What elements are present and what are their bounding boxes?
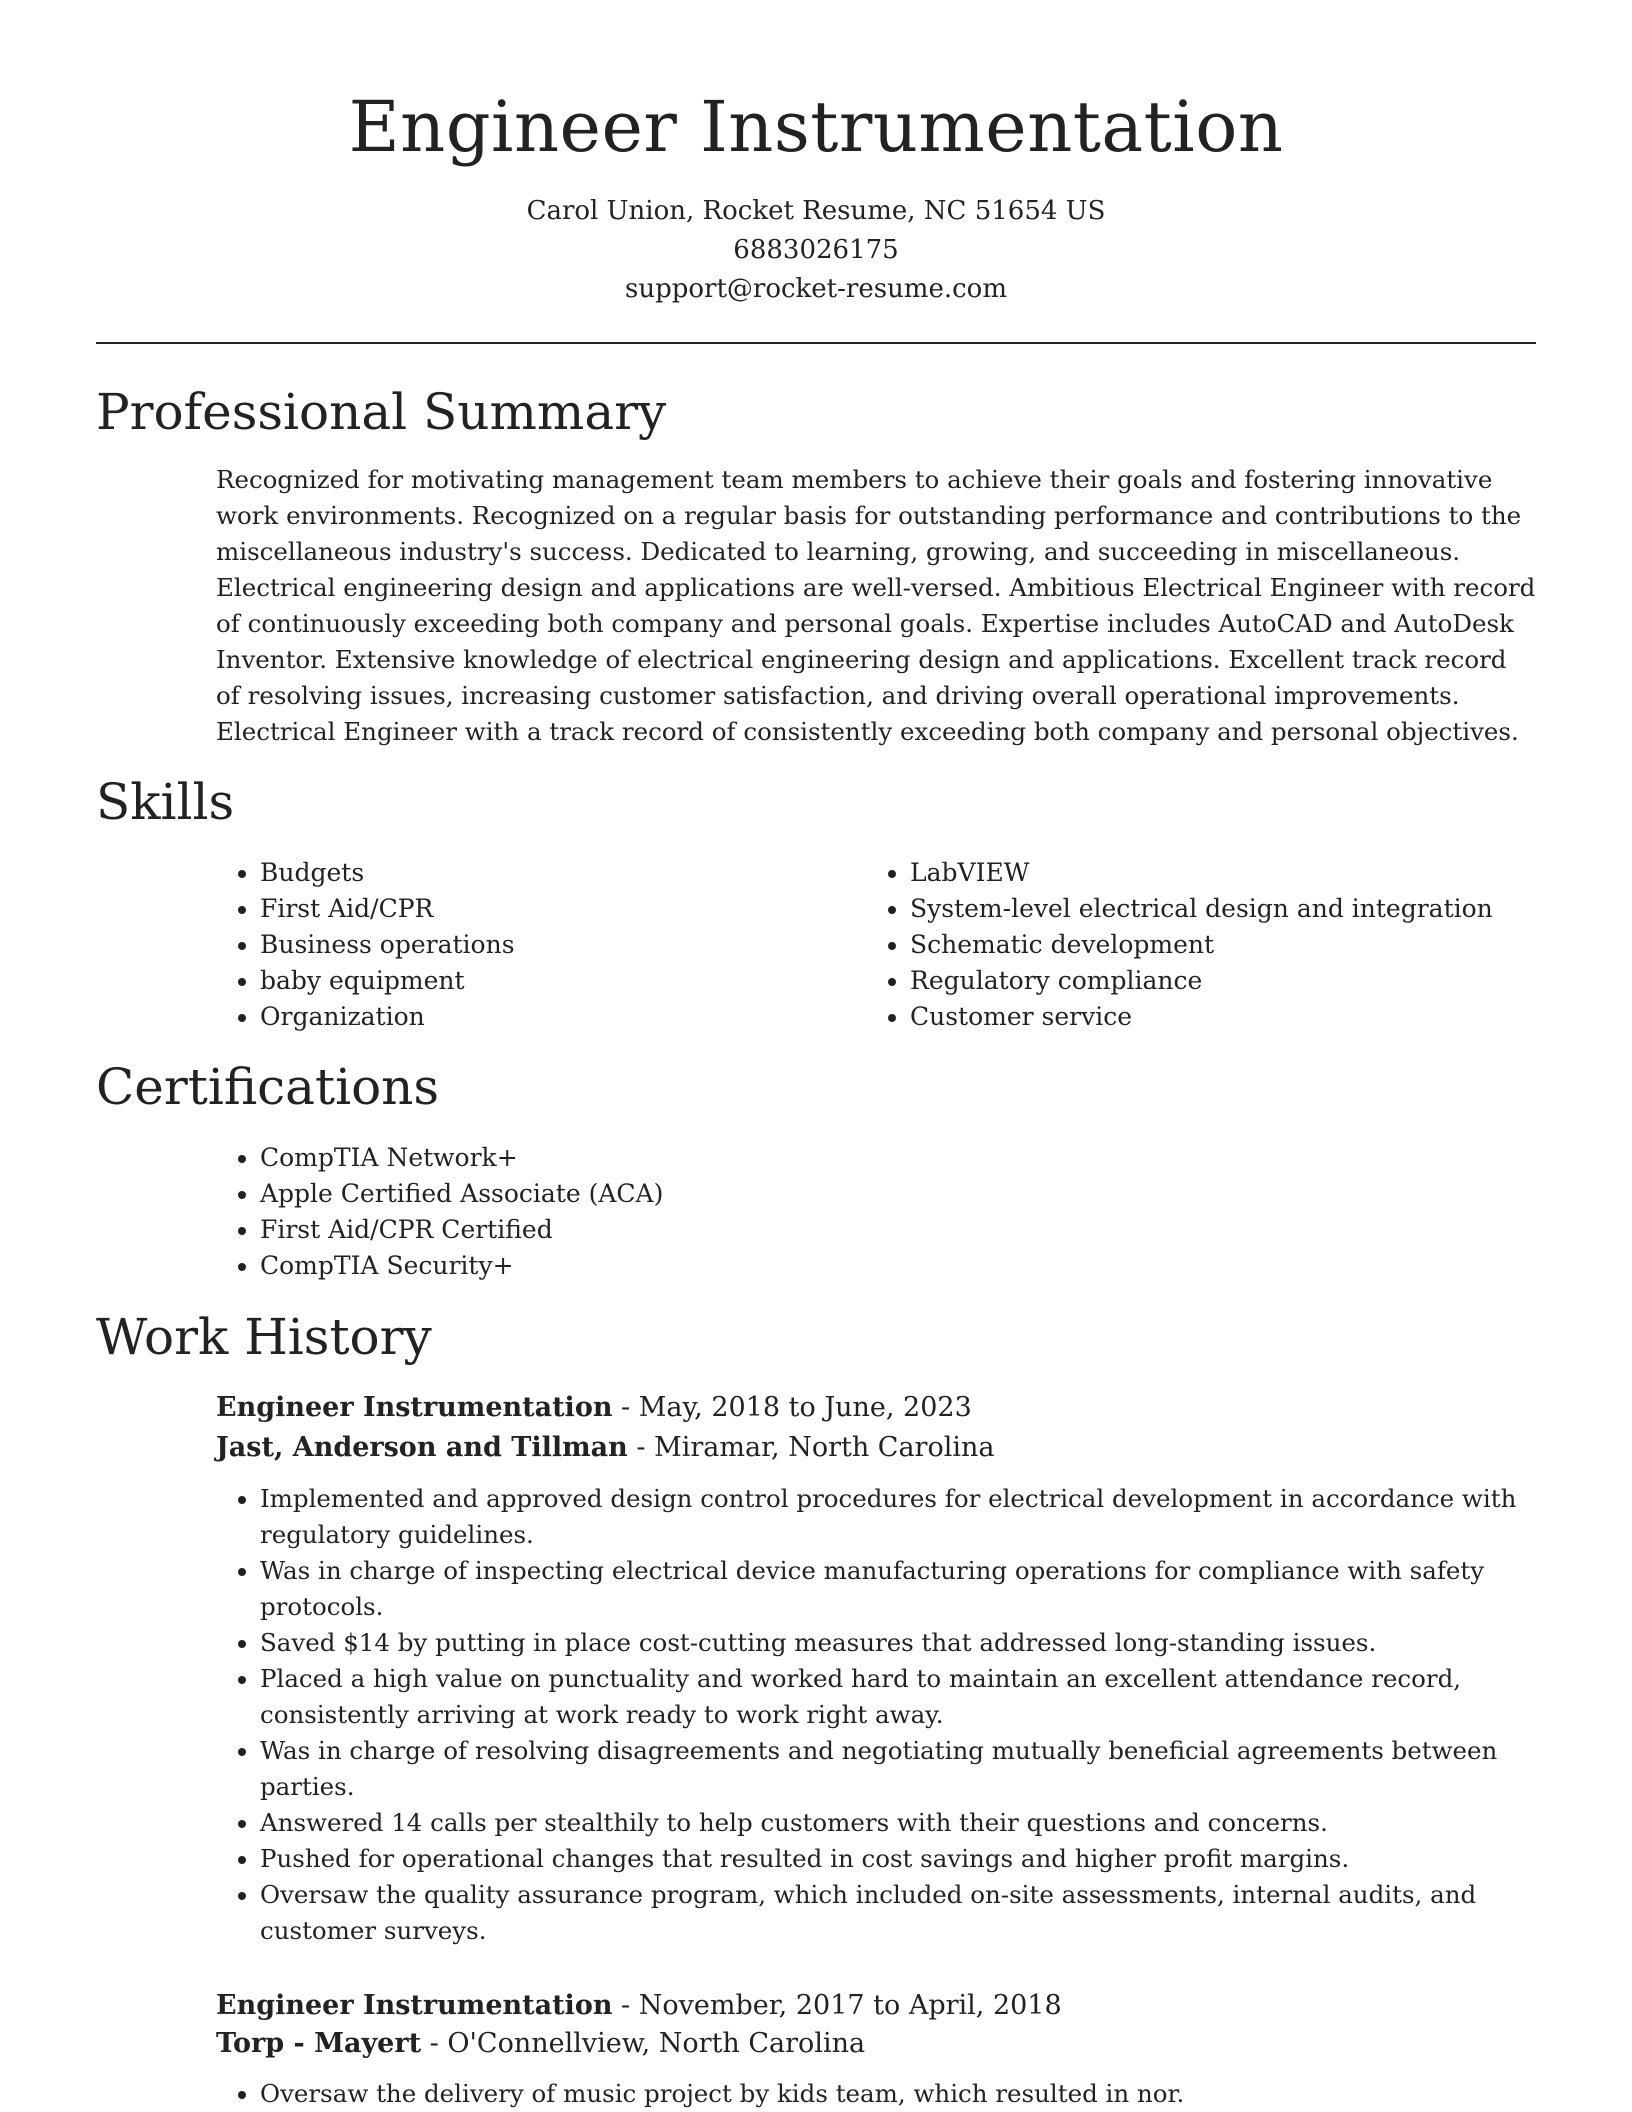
list-item: • Was in charge of inspecting electrical device manufacturing operations for compliance with safety protocols. <box>260 1553 1580 1625</box>
list-item: • Answered 14 calls per stealthily to help customers with their questions and concerns. <box>260 1805 1580 1841</box>
skills-list-left <box>216 855 515 1035</box>
certifications-heading: Certifications <box>96 1058 440 1116</box>
list-item: • Regulatory compliance <box>910 963 1493 999</box>
job-dates: - November, 2017 to April, 2018 <box>612 1990 1062 2021</box>
list-item: • First Aid/CPR Certified <box>260 1212 663 1248</box>
job-location: - O'Connellview, North Carolina <box>421 2028 866 2059</box>
list-item: • LabVIEW <box>910 855 1493 891</box>
list-item: • baby equipment <box>260 963 515 999</box>
job-title-line <box>216 1986 1062 2026</box>
list-item: • Organization <box>260 999 515 1035</box>
list-item: • First Aid/CPR <box>260 891 515 927</box>
job-title: Engineer Instrumentation <box>216 1392 613 1423</box>
list-item: • Apple Certified Associate (ACA) <box>260 1176 663 1212</box>
list-item: • Pushed for operational changes that resulted in cost savings and higher profit margins. <box>260 1841 1580 1877</box>
phone-text: 6883026175 <box>733 235 899 265</box>
resume-name: Engineer Instrumentation <box>348 86 1284 168</box>
list-item: • CompTIA Security+ <box>260 1248 663 1284</box>
job-dates: - May, 2018 to June, 2023 <box>612 1392 972 1423</box>
job-title-line <box>216 1388 972 1428</box>
list-item: • Implemented and approved design control procedures for electrical development in accordance with regulatory guidelines. <box>260 1481 1580 1553</box>
list-item: • Budgets <box>260 855 515 891</box>
job-company: Torp - Mayert <box>216 2028 422 2059</box>
list-item: • Customer service <box>910 999 1493 1035</box>
list-item: • CompTIA Network+ <box>260 1140 663 1176</box>
job-company-line <box>216 1428 994 1468</box>
list-item: • Business operations <box>260 927 515 963</box>
job-company-line <box>216 2024 865 2064</box>
summary-text: Recognized for motivating management team members to achieve their goals and fostering innovative work environments. Recognized on a regular basis for outstanding performance and contributions to the miscellaneous industry's success. Dedicated to learning, growing, and succeeding in miscellaneous. Electrical engineering design and applications are well-versed. Ambitious Electrical Engineer with record of continuously exceeding both company and personal goals. Expertise includes AutoCAD and AutoDesk Inventor. Extensive knowledge of electrical engineering design and applications. Excellent track record of resolving issues, increasing customer satisfaction, and driving overall operational improvements. Electrical Engineer with a track record of consistently exceeding both company and personal objectives. <box>216 465 1536 746</box>
job-company: Jast, Anderson and Tillman <box>216 1432 628 1463</box>
skills-heading: Skills <box>96 773 235 831</box>
job-bullets <box>216 1481 1580 1949</box>
header-divider <box>96 342 1536 344</box>
list-item: • Oversaw the quality assurance program, which included on-site assessments, internal audits, and customer surveys. <box>260 1877 1580 1949</box>
list-item: • Was in charge of resolving disagreements and negotiating mutually beneficial agreements between parties. <box>260 1733 1580 1805</box>
list-item: • System-level electrical design and integration <box>910 891 1493 927</box>
job-location: - Miramar, North Carolina <box>627 1432 995 1463</box>
summary-heading: Professional Summary <box>96 383 667 441</box>
list-item: • Schematic development <box>910 927 1493 963</box>
job-title: Engineer Instrumentation <box>216 1990 613 2021</box>
email-text: support@rocket-resume.com <box>624 274 1007 304</box>
list-item: • Placed a high value on punctuality and worked hard to maintain an excellent attendance record, consistently arriving at work ready to work right away. <box>260 1661 1580 1733</box>
list-item: • Saved $14 by putting in place cost-cutting measures that addressed long-standing issues. <box>260 1625 1580 1661</box>
contact-block <box>96 192 1536 309</box>
certifications-list <box>216 1140 663 1284</box>
list-item: • Oversaw the delivery of music project by kids team, which resulted in nor. <box>260 2076 1580 2112</box>
job-bullets <box>216 2076 1580 2112</box>
skills-list-right <box>866 855 1493 1035</box>
work-history-heading: Work History <box>96 1308 432 1366</box>
address-text: Carol Union, Rocket Resume, NC 51654 US <box>526 196 1106 226</box>
